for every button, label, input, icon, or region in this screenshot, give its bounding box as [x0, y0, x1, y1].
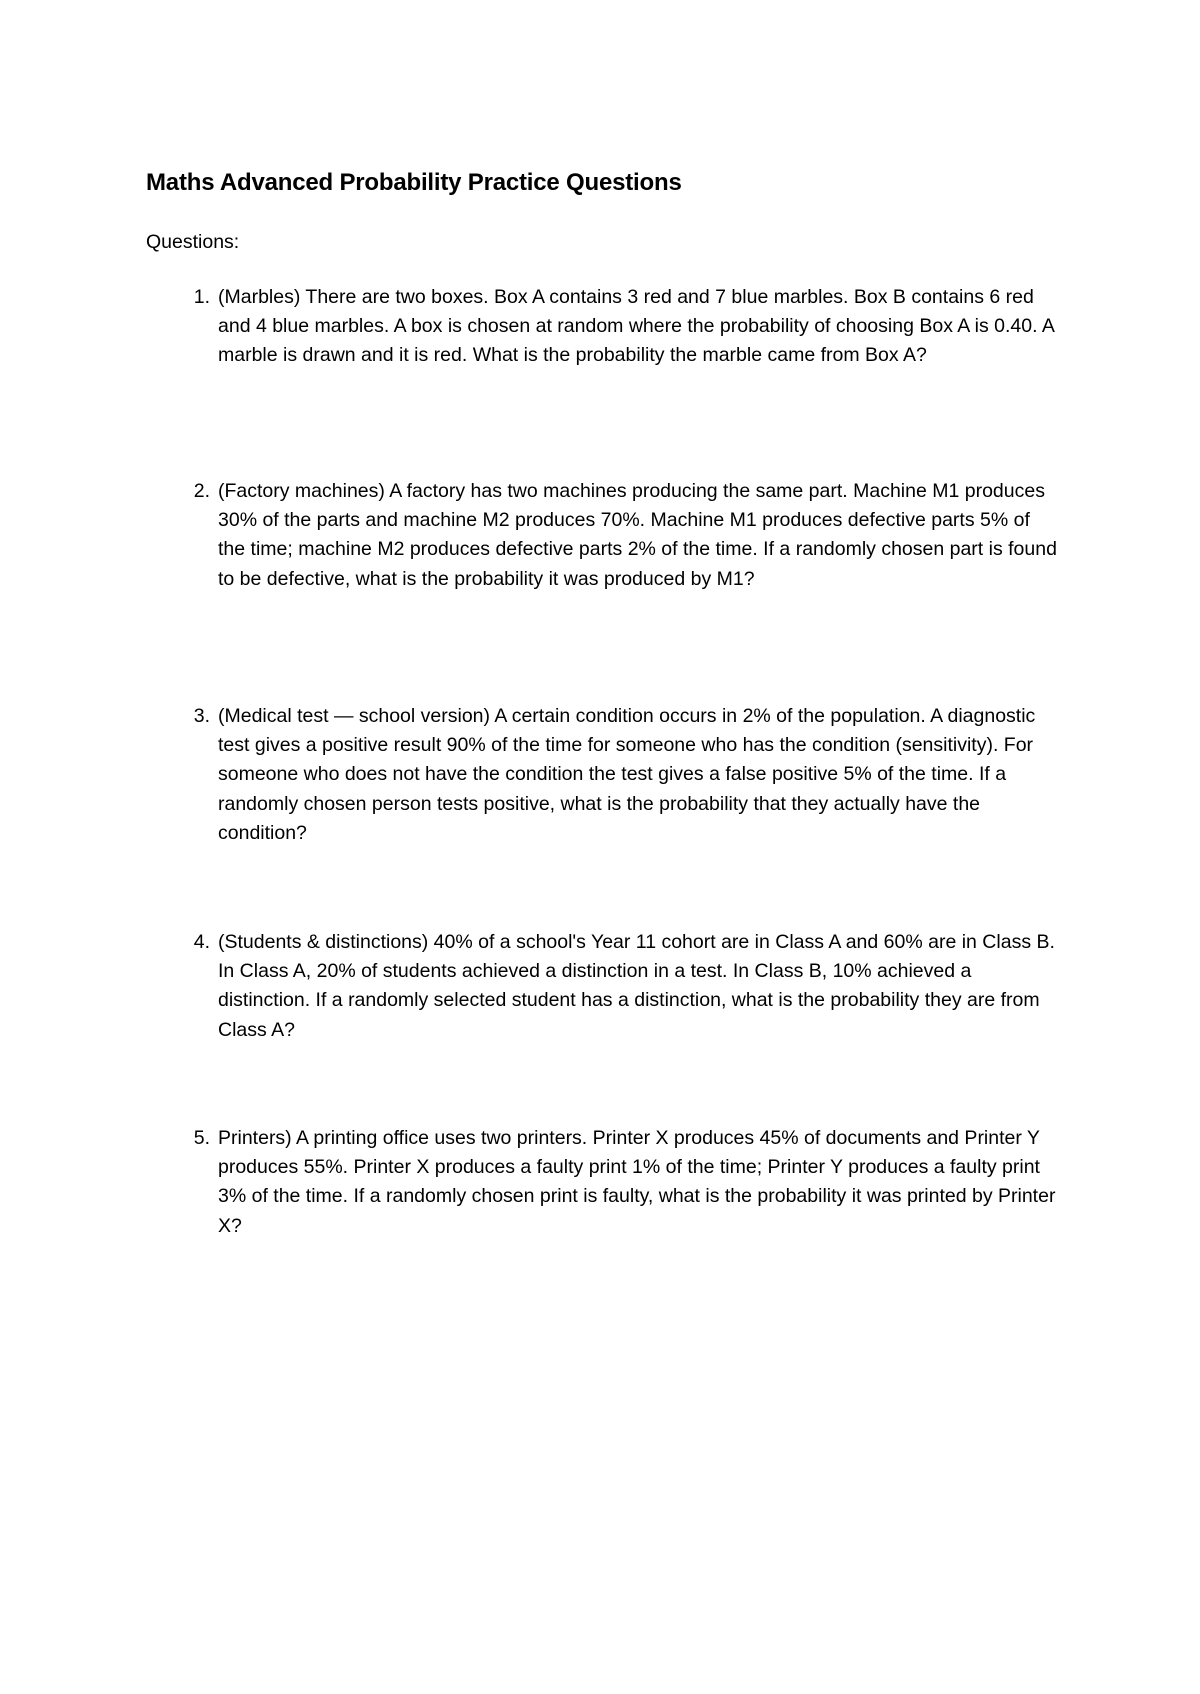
question-text: (Marbles) There are two boxes. Box A contains 3 red and 7 blue marbles. Box B contains 6 red and 4 blue marbles. A box is chosen at random where the probability of choosing Box A is 0.40. A marble is drawn and it is red. What is the probability the marble came from Box A? — [218, 286, 1054, 367]
question-number: 5. — [193, 1127, 210, 1149]
question-number: 4. — [193, 931, 210, 953]
question-number: 2. — [193, 480, 210, 502]
page-title: Maths Advanced Probability Practice Questions — [146, 169, 682, 196]
question-text: (Factory machines) A factory has two machines producing the same part. Machine M1 produces 30% of the parts and machine M2 produces 70%. Machine M1 produces defective parts 5% of the time; machine M2 produces defective parts 2% of the time. If a randomly chosen part is found to be defective, what is the probability it was produced by M1? — [218, 480, 1057, 590]
question-number: 3. — [193, 705, 210, 727]
questions-heading: Questions: — [146, 231, 240, 253]
question-text: Printers) A printing office uses two printers. Printer X produces 45% of documents and Printer Y produces 55%. Printer X produces a faulty print 1% of the time; Printer Y produces a faulty print 3% of the time. If a randomly chosen print is faulty, what is the probability it was printed by Printer X? — [218, 1127, 1056, 1237]
question-number: 1. — [193, 286, 210, 308]
question-text: (Students & distinctions) 40% of a school's Year 11 cohort are in Class A and 60% are in Class B. In Class A, 20% of students achieved a distinction in a test. In Class B, 10% achieved a distinction. If a randomly selected student has a distinction, what is the probability they are from Class A? — [218, 931, 1055, 1041]
question-text: (Medical test — school version) A certain condition occurs in 2% of the population. A diagnostic test gives a positive result 90% of the time for someone who has the condition (sensitivity). For someone who does not have the condition the test gives a false positive 5% of the time. If a randomly chosen person tests positive, what is the probability that they actually have the condition? — [218, 705, 1036, 844]
